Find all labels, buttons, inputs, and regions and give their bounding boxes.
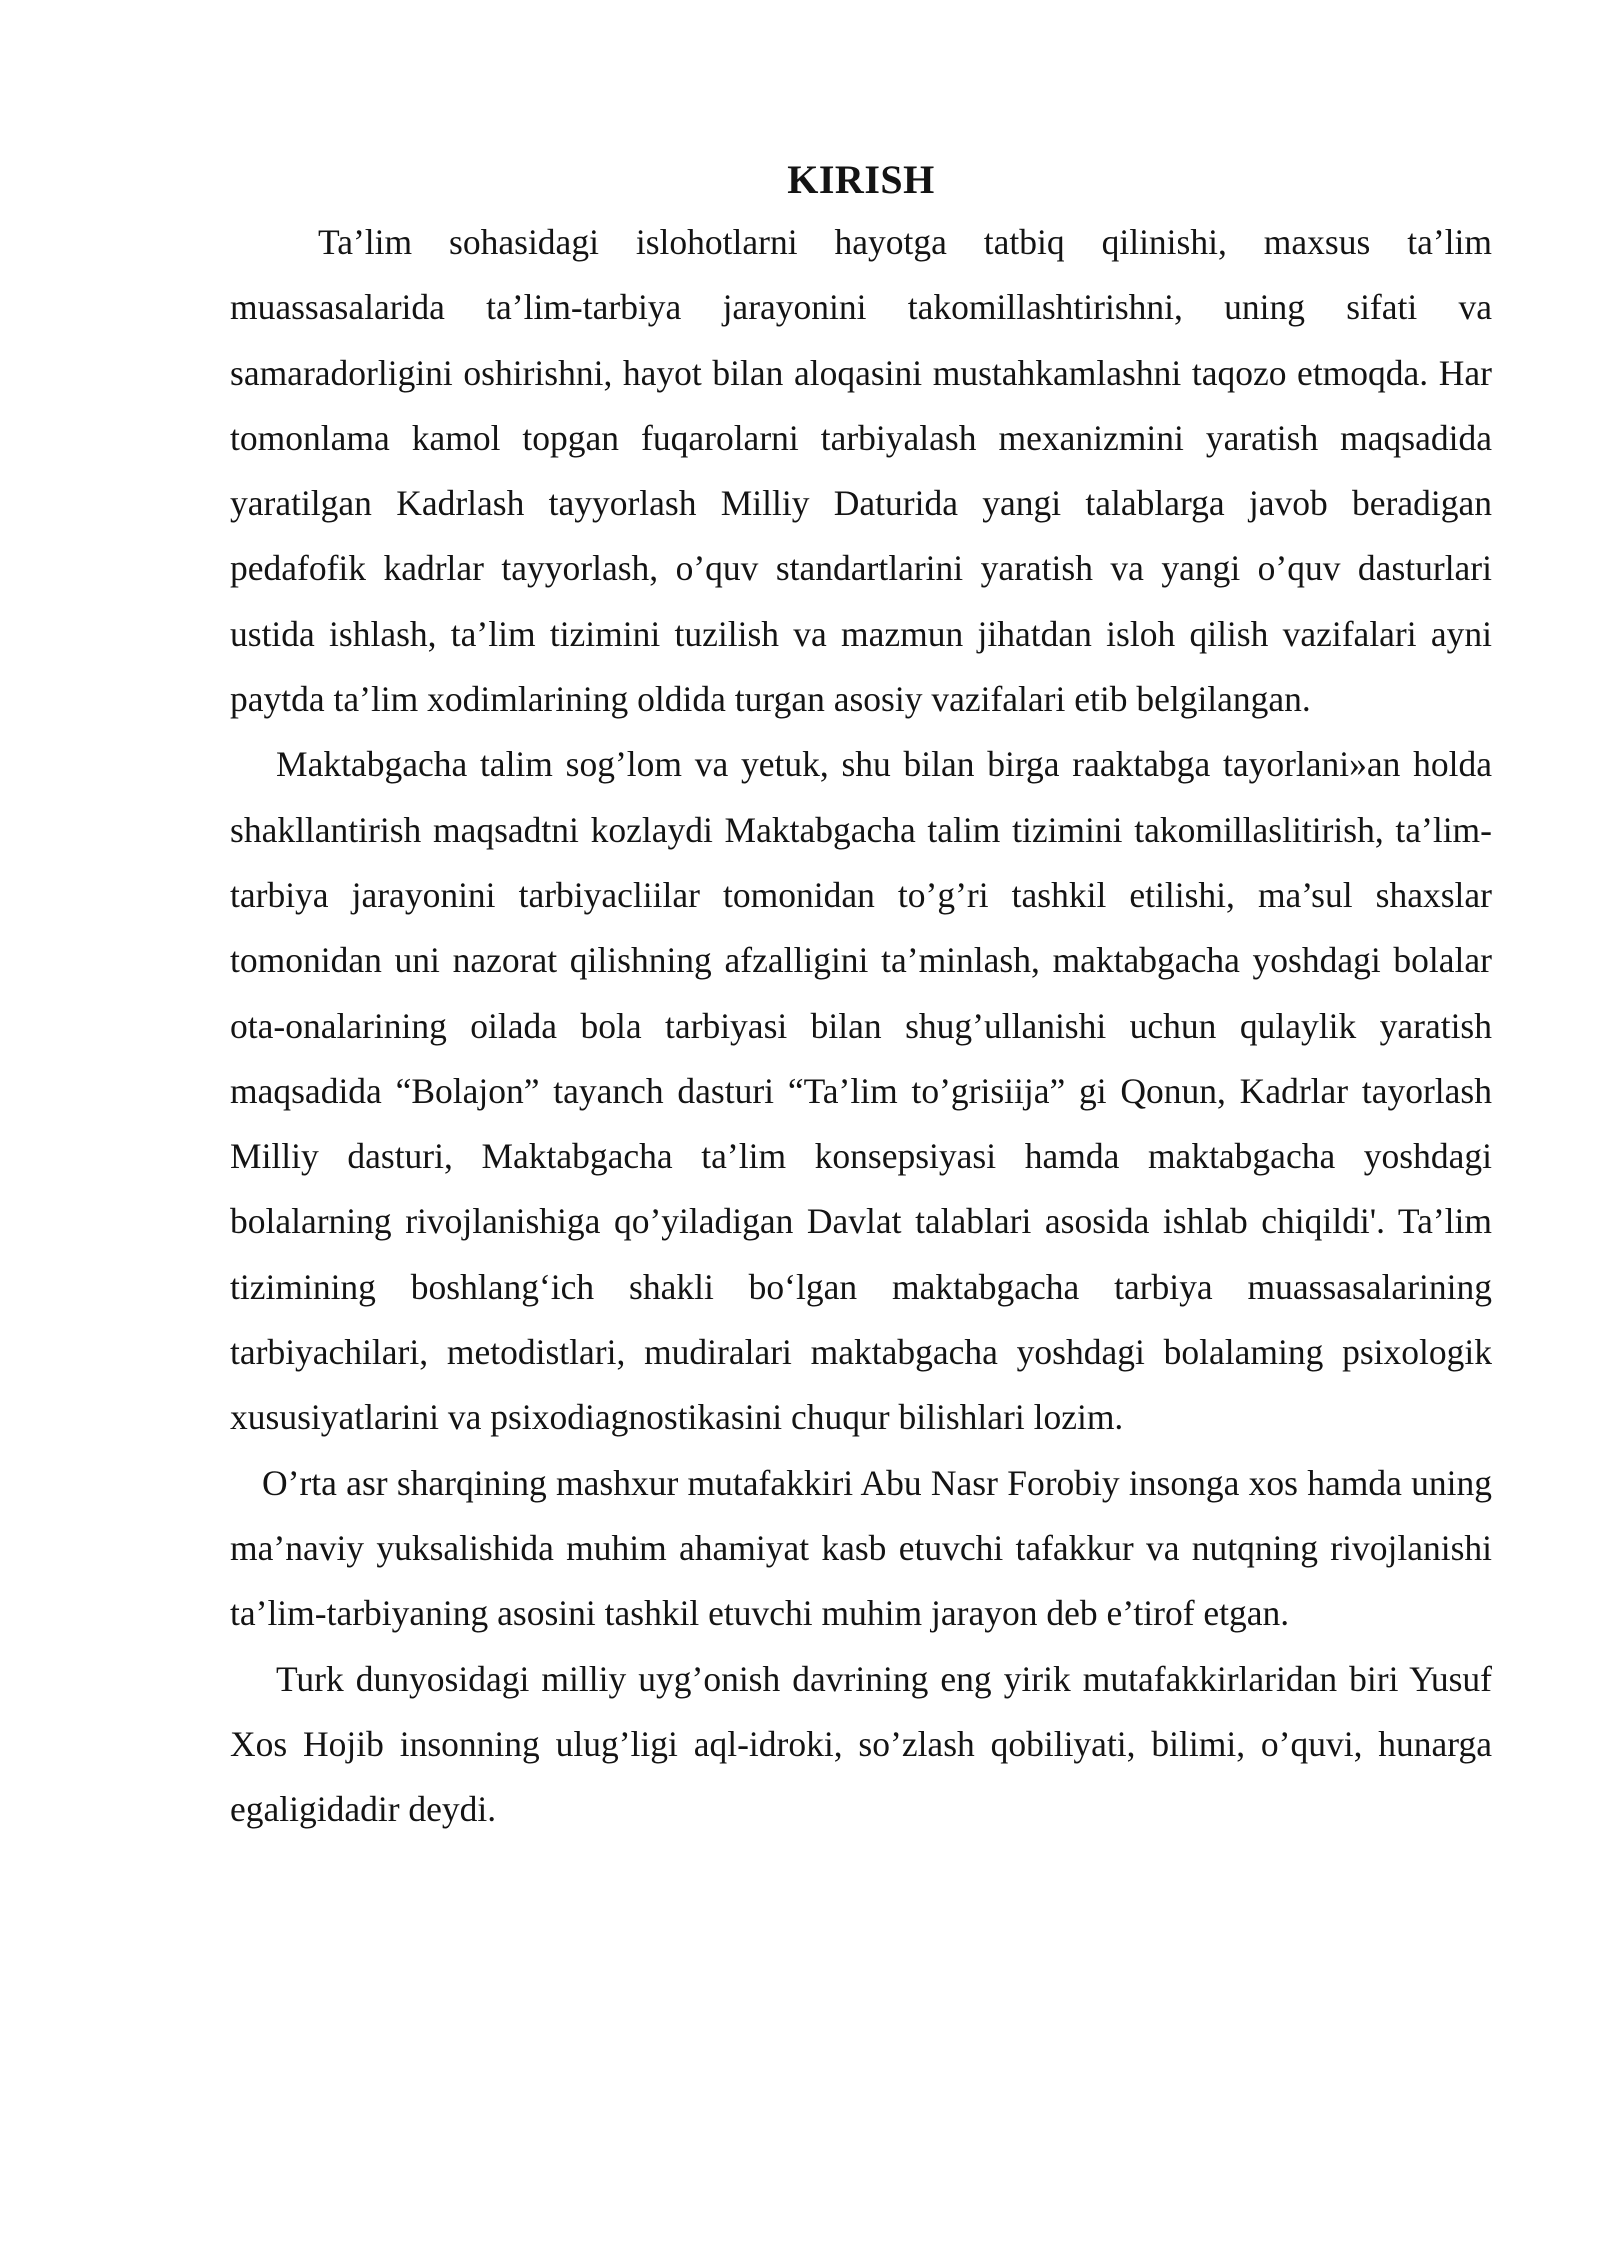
paragraph-1: Ta’lim sohasidagi islohotlarni hayotga tatbiq qilinishi, maxsus ta’lim muassasalarida ta’lim-tarbiya jarayonini takomillashtirishni, uning sifati va samaradorligini oshirishni, hayot bilan aloqasini mustahkamlashni taqozo etmoqda. Har tomonlama kamol topgan fuqarolarni tarbiyalash mexanizmini yaratish maqsadida yaratilgan Kadrlash tayyorlash Milliy Daturida yangi talablarga javob beradigan pedafofik kadrlar tayyorlash, o’quv standartlarini yaratish va yangi o’quv dasturlari ustida ishlash, ta’lim tizimini tuzilish va mazmun jihatdan isloh qilish vazifalari ayni paytda ta’lim xodimlarining oldida turgan asosiy vazifalari etib belgilangan. (230, 222, 1492, 720)
paragraph-2: Maktabgacha talim sog’lom va yetuk, shu bilan birga raaktabga tayorlani»an holda shakllantirish maqsadtni kozlaydi Maktabgacha talim tizimini takomillaslitirish, ta’lim-tarbiya jarayonini tarbiyacliilar tomonidan to’g’ri tashkil etilishi, ma’sul shaxslar tomonidan uni nazorat qilishning afzalligini ta’minlash, maktabgacha yoshdagi bolalar ota-onalarining oilada bola tarbiyasi bilan shug’ullanishi uchun qulaylik yaratish maqsadida “Bolajon” tayanch dasturi “Ta’lim to’grisiija” gi Qonun, Kadrlar tayorlash Milliy dasturi, Maktabgacha ta’lim konsepsiyasi hamda maktabgacha yoshdagi bolalarning rivojlanishiga qo’yiladigan Davlat talablari asosida ishlab chiqildi'. Ta’lim tizimining boshlang‘ich shakli bo‘lgan maktabgacha tarbiya muassasalarining tarbiyachilari, metodistlari, mudiralari maktabgacha yoshdagi bolalaming psixologik xususiyatlarini va psixodiagnostikasini chuqur bilishlari lozim. (230, 744, 1492, 1438)
paragraph-3: O’rta asr sharqining mashxur mutafakkiri Abu Nasr Forobiy insonga xos hamda uning ma’naviy yuksalishida muhim ahamiyat kasb etuvchi tafakkur va nutqning rivojlanishi ta’lim-tarbiyaning asosini tashkil etuvchi muhim jarayon deb e’tirof etgan. (230, 1462, 1492, 1634)
page-title: KIRISH (787, 157, 935, 202)
document-body (230, 150, 1492, 1842)
paragraph-4: Turk dunyosidagi milliy uyg’onish davrining eng yirik mutafakkirlaridan biri Yusuf Xos Hojib insonning ulug’ligi aql-idroki, so’zlash qobiliyati, bilimi, o’quvi, hunarga egaligidadir deydi. (230, 1658, 1492, 1830)
